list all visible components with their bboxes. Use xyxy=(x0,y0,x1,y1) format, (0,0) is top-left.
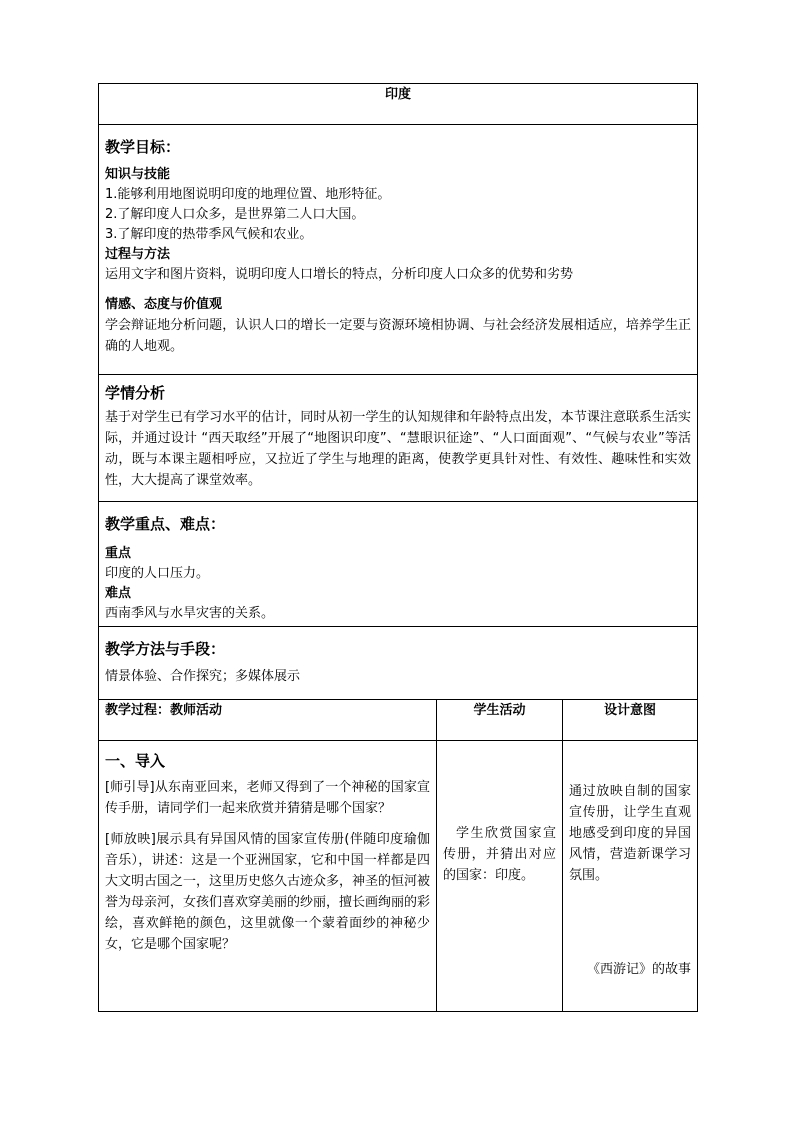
methods-text: 情景体验、合作探究；多媒体展示 xyxy=(105,669,301,684)
process-heading: 过程与方法 xyxy=(105,247,171,262)
emotion-heading: 情感、态度与价值观 xyxy=(105,297,223,312)
teacher-activity-header: 教学过程：教师活动 xyxy=(99,700,437,741)
methods-cell xyxy=(99,627,698,700)
difficulty-label: 难点 xyxy=(105,586,132,601)
methods-row xyxy=(99,627,698,700)
methods-heading: 教学方法与手段： xyxy=(105,640,226,658)
document-title: 印度 xyxy=(99,84,698,125)
objectives-row xyxy=(99,125,698,375)
knowledge-item-2: 2.了解印度人口众多，是世界第二人口大国。 xyxy=(105,207,365,222)
design-intent-text: 通过放映自制的国家宣传册，让学生直观地感受到印度的异国风情，营造新课学习氛围。 xyxy=(569,784,692,883)
student-activity-cell xyxy=(437,741,563,1012)
objectives-cell xyxy=(99,125,698,375)
knowledge-heading: 知识与技能 xyxy=(105,167,171,182)
keypoints-row xyxy=(99,502,698,627)
design-intent-header: 设计意图 xyxy=(563,700,698,741)
key-text: 印度的人口压力。 xyxy=(105,566,210,581)
teacher-activity-cell xyxy=(99,741,437,1012)
difficulty-text: 西南季风与水旱灾害的关系。 xyxy=(105,606,275,621)
design-intent-text-2: 《西游记》的故事 xyxy=(587,962,692,977)
knowledge-item-3: 3.了解印度的热带季风气候和农业。 xyxy=(105,227,313,242)
keypoints-heading: 教学重点、难点： xyxy=(105,515,226,533)
process-body-row xyxy=(99,741,698,1012)
analysis-row xyxy=(99,375,698,502)
knowledge-item-1: 1.能够利用地图说明印度的地理位置、地形特征。 xyxy=(105,187,391,202)
intro-heading: 一、导入 xyxy=(105,752,166,770)
teacher-guide-text: [师引导]从东南亚回来，老师又得到了一个神秘的国家宣传手册，请同学们一起来欣赏并猜猜是哪个国家？ xyxy=(105,780,430,816)
analysis-text: 基于对学生已有学习水平的估计，同时从初一学生的认知规律和年龄特点出发，本节课注意联系生活实际，并通过设计 “西天取经”开展了“地图识印度”、“慧眼识征途”、“人口面面观”、“气候与农业”等活动，既与本课主题相呼应，又拉近了学生与地理的距离，使教学更具针对性、有效性、趣味性和实效性，大大提高了课堂效率。 xyxy=(105,410,692,488)
title-row xyxy=(99,84,698,125)
student-activity-header: 学生活动 xyxy=(437,700,563,741)
student-activity-text: 学生欣赏国家宣传册，并猜出对应的国家：印度。 xyxy=(443,826,556,883)
keypoints-cell xyxy=(99,502,698,627)
process-header-row xyxy=(99,700,698,741)
emotion-text: 学会辩证地分析问题，认识人口的增长一定要与资源环境相协调、与社会经济发展相适应，培养学生正确的人地观。 xyxy=(105,318,692,354)
analysis-cell xyxy=(99,375,698,502)
document-page xyxy=(98,83,697,1012)
lesson-plan-table xyxy=(98,83,698,1012)
process-text: 运用文字和图片资料，说明印度人口增长的特点，分析印度人口众多的优势和劣势 xyxy=(105,267,574,282)
objectives-heading: 教学目标： xyxy=(105,138,181,156)
analysis-heading: 学情分析 xyxy=(105,384,166,402)
teacher-show-text: [师放映]展示具有异国风情的国家宣传册(伴随印度瑜伽音乐），讲述：这是一个亚洲国家，它和中国一样都是四大文明古国之一，这里历史悠久古迹众多，神圣的恒河被誉为母亲河，女孩们喜欢穿美丽的纱丽，擅长画绚丽的彩绘，喜欢鲜艳的颜色，这里就像一个蒙着面纱的神秘少女，它是哪个国家呢？ xyxy=(105,832,431,952)
design-intent-cell xyxy=(563,741,698,1012)
key-label: 重点 xyxy=(105,546,132,561)
